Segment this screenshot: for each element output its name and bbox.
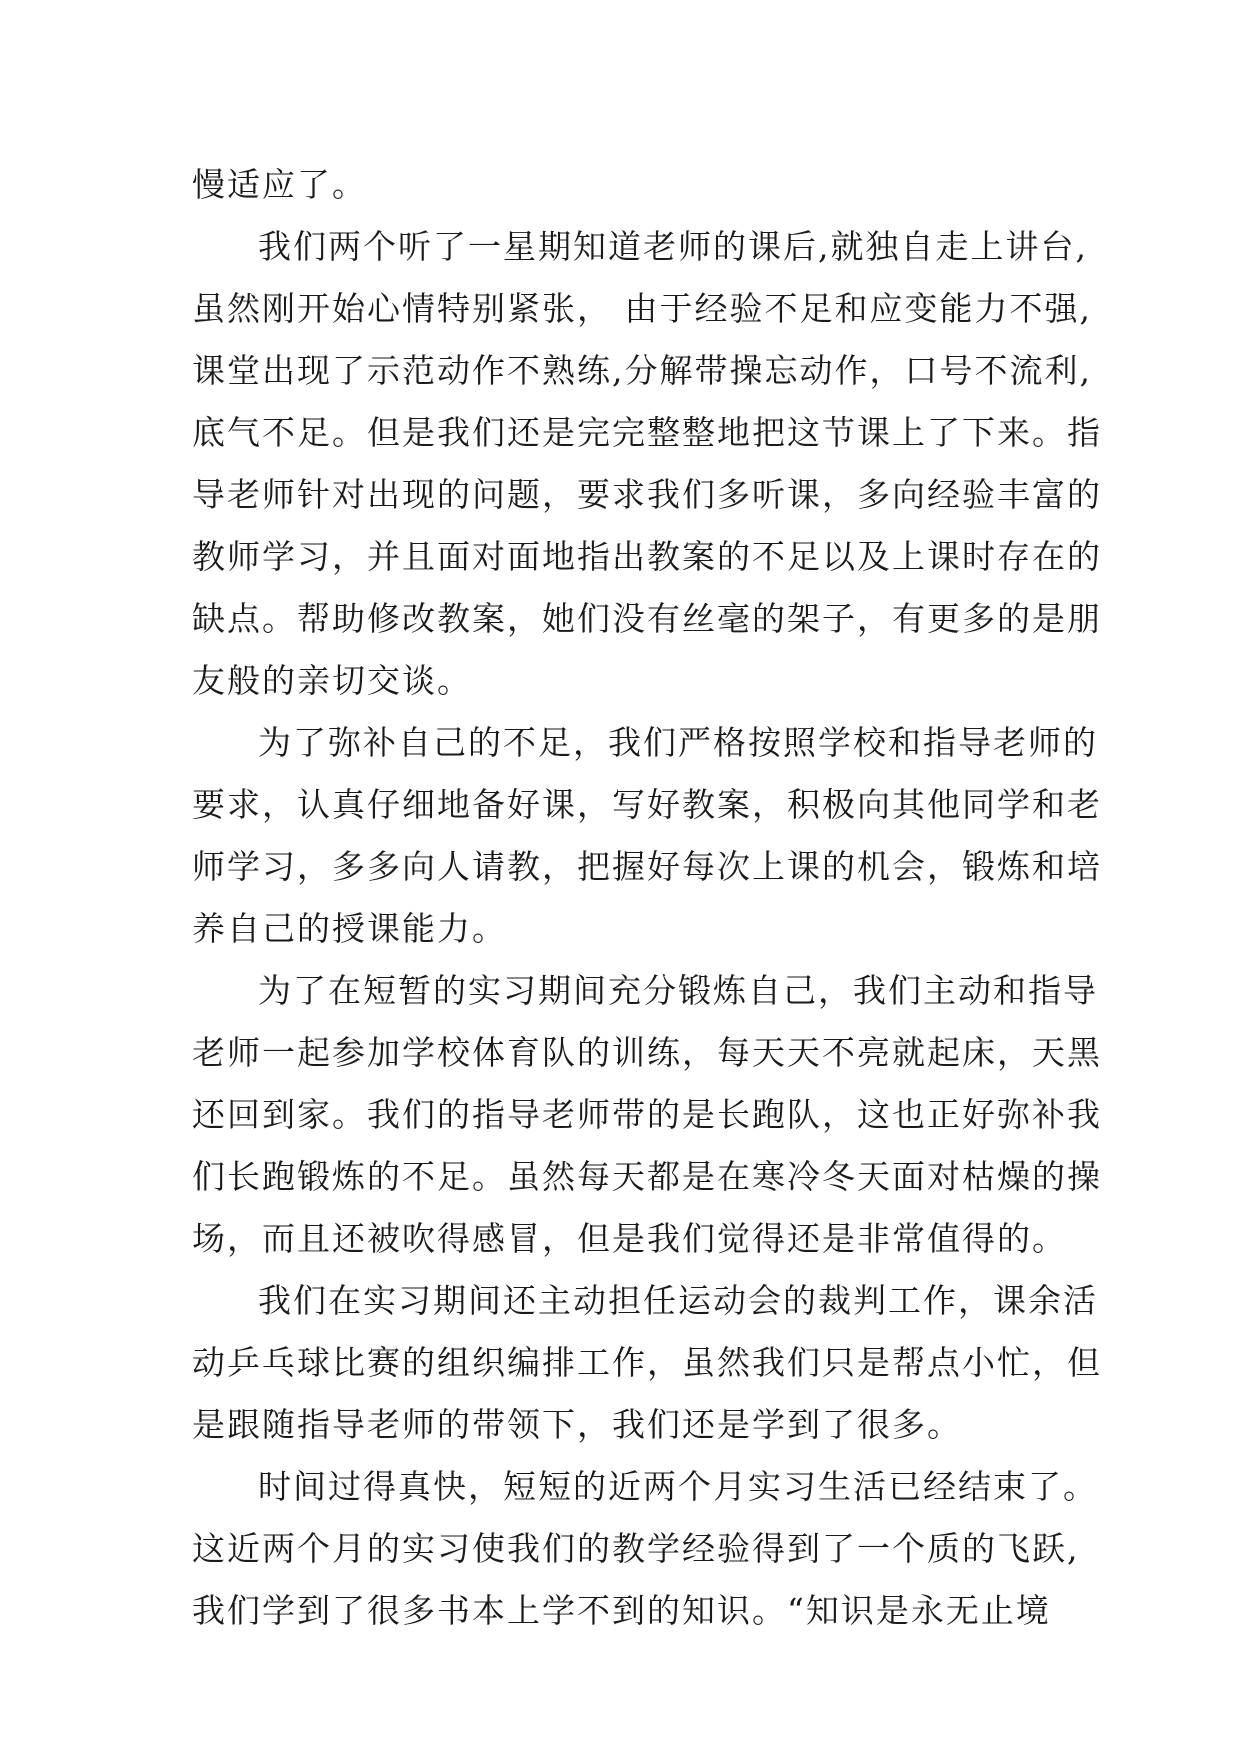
text-line: 友般的亲切交谈。 (192, 661, 472, 700)
text-line: 老师一起参加学校体育队的训练，每天天不亮就起床，天黑 (192, 1033, 1102, 1072)
text-line: 缺点。帮助修改教案，她们没有丝毫的架子，有更多的是朋 (192, 599, 1102, 638)
text-line: 底气不足。但是我们还是完完整整地把这节课上了下来。指 (192, 413, 1102, 452)
text-line: 为了在短暂的实习期间充分锻炼自己，我们主动和指导 (258, 971, 1098, 1010)
text-line: 动乒乓球比赛的组织编排工作，虽然我们只是帮点小忙，但 (192, 1343, 1102, 1382)
text-line: 们长跑锻炼的不足。虽然每天都是在寒冷冬天面对枯燥的操 (192, 1157, 1102, 1196)
text-line: 我们在实习期间还主动担任运动会的裁判工作，课余活 (258, 1281, 1098, 1320)
text-line: 是跟随指导老师的带领下，我们还是学到了很多。 (192, 1405, 962, 1444)
text-line: 为了弥补自己的不足，我们严格按照学校和指导老师的 (258, 723, 1098, 762)
text-line: 师学习，多多向人请教，把握好每次上课的机会，锻炼和培 (192, 847, 1102, 886)
text-line: 要求，认真仔细地备好课，写好教案，积极向其他同学和老 (192, 785, 1102, 824)
text-line: 虽然刚开始心情特别紧张， 由于经验不足和应变能力不强, (192, 289, 1092, 328)
text-line: 慢适应了。 (192, 165, 367, 204)
text-line: 我们两个听了一星期知道老师的课后,就独自走上讲台, (258, 227, 1088, 266)
text-line: 我们学到了很多书本上学不到的知识。“知识是永无止境 (192, 1591, 1051, 1630)
text-line: 这近两个月的实习使我们的教学经验得到了一个质的飞跃, (192, 1529, 1080, 1568)
text-line: 导老师针对出现的问题，要求我们多听课，多向经验丰富的 (192, 475, 1102, 514)
text-line: 还回到家。我们的指导老师带的是长跑队，这也正好弥补我 (192, 1095, 1102, 1134)
text-line: 教师学习，并且面对面地指出教案的不足以及上课时存在的 (192, 537, 1102, 576)
text-line: 课堂出现了示范动作不熟练,分解带操忘动作，口号不流利, (192, 351, 1092, 390)
text-line: 场，而且还被吹得感冒，但是我们觉得还是非常值得的。 (192, 1219, 1067, 1258)
text-line: 养自己的授课能力。 (192, 909, 507, 948)
text-line: 时间过得真快，短短的近两个月实习生活已经结束了。 (258, 1467, 1098, 1506)
